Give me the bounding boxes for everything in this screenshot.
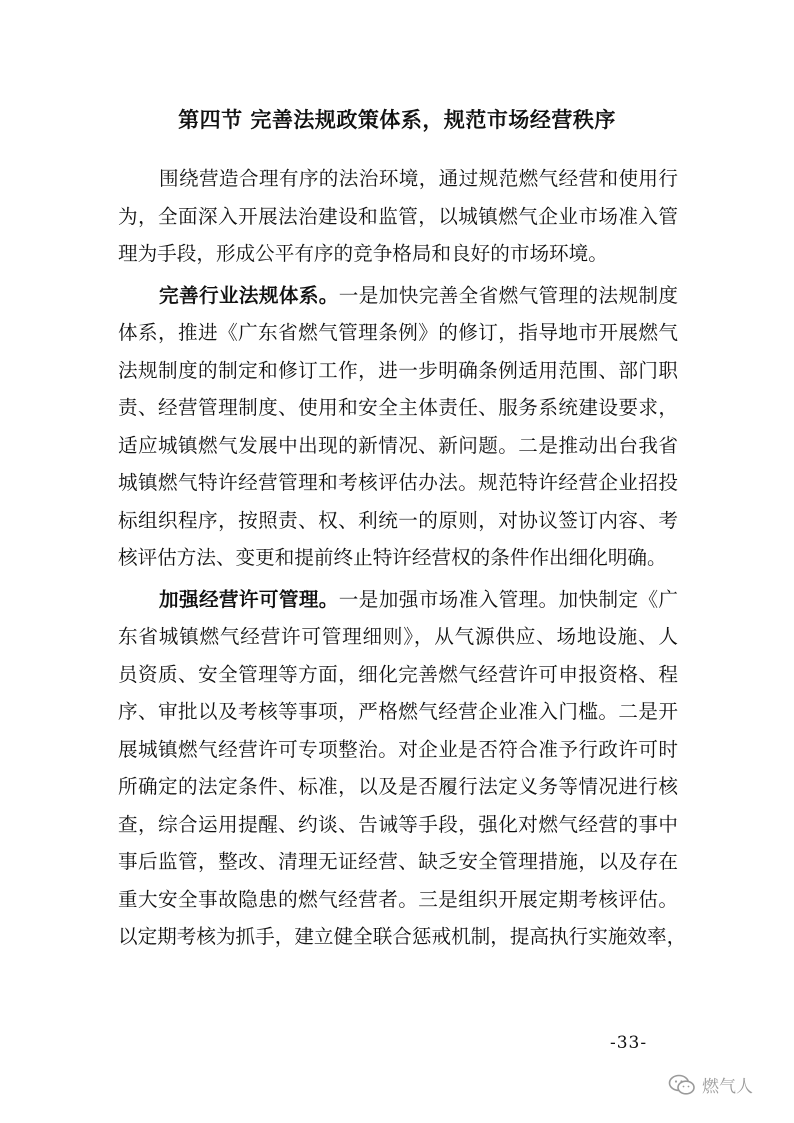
paragraph-lead: 加强经营许可管理。 [159, 587, 339, 611]
text-span: 一是加快完善全省燃气管理的法规制度 [338, 283, 679, 307]
watermark [668, 1072, 753, 1097]
text-line: 责、经营管理制度、使用和安全主体责任、服务系统建设要求， [118, 396, 678, 419]
paragraph-licensing [118, 581, 687, 956]
text-line: 法规制度的制定和修订工作，进一步明确条例适用范围、部门职 [118, 358, 678, 382]
text-span: 一是加强市场准入管理。加快制定《广 [338, 587, 679, 611]
text-line: 东省城镇燃气经营许可管理细则》，从气源供应、场地设施、人 [118, 625, 678, 648]
text-line: 为，全面深入开展法治建设和监管，以城镇燃气企业市场准入管 [118, 204, 678, 228]
text-line: 以定期考核为抓手，建立健全联合惩戒机制，提高执行实施效率， [118, 925, 687, 948]
text-line: 重大安全事故隐患的燃气经营者。三是组织开展定期考核评估。 [118, 887, 678, 911]
page-number: -33- [610, 1033, 648, 1053]
intro-paragraph [118, 160, 678, 273]
section-title: 第四节 完善法规政策体系，规范市场经营秩序 [178, 108, 616, 132]
text-line: 理为手段，形成公平有序的竞争格局和良好的市场环境。 [118, 242, 608, 265]
text-line: 围绕营造合理有序的法治环境，通过规范燃气经营和使用行 [159, 167, 678, 190]
text-line: 体系，推进《广东省燃气管理条例》的修订，指导地市开展燃气 [118, 321, 678, 344]
text-line: 序、审批以及考核等事项，严格燃气经营企业准入门槛。二是开 [118, 700, 678, 723]
document-body [118, 160, 687, 956]
text-line: 标组织程序，按照责、权、利统一的原则，对协议签订内容、考 [118, 508, 678, 532]
text-line: 查，综合运用提醒、约谈、告诫等手段，强化对燃气经营的事中 [118, 812, 678, 836]
text-line: 所确定的法定条件、标准，以及是否履行法定义务等情况进行核 [118, 775, 678, 798]
wechat-icon [668, 1074, 696, 1096]
text-line: 适应城镇燃气发展中出现的新情况、新问题。二是推动出台我省 [118, 433, 678, 457]
watermark-text: 燃气人 [702, 1077, 753, 1097]
text-line: 核评估方法、变更和提前终止特许经营权的条件作出细化明确。 [118, 546, 667, 569]
paragraph-regulations [118, 277, 678, 577]
text-line: 员资质、安全管理等方面，细化完善燃气经营许可申报资格、程 [118, 662, 678, 686]
text-line: 事后监管，整改、清理无证经营、缺乏安全管理措施，以及存在 [118, 850, 678, 873]
text-line [118, 277, 678, 315]
text-line: 城镇燃气特许经营管理和考核评估办法。规范特许经营企业招投 [118, 471, 678, 494]
text-line: 展城镇燃气经营许可专项整治。对企业是否符合准予行政许可时 [118, 737, 678, 761]
paragraph-lead: 完善行业法规体系。 [159, 283, 339, 307]
text-line [118, 581, 678, 619]
